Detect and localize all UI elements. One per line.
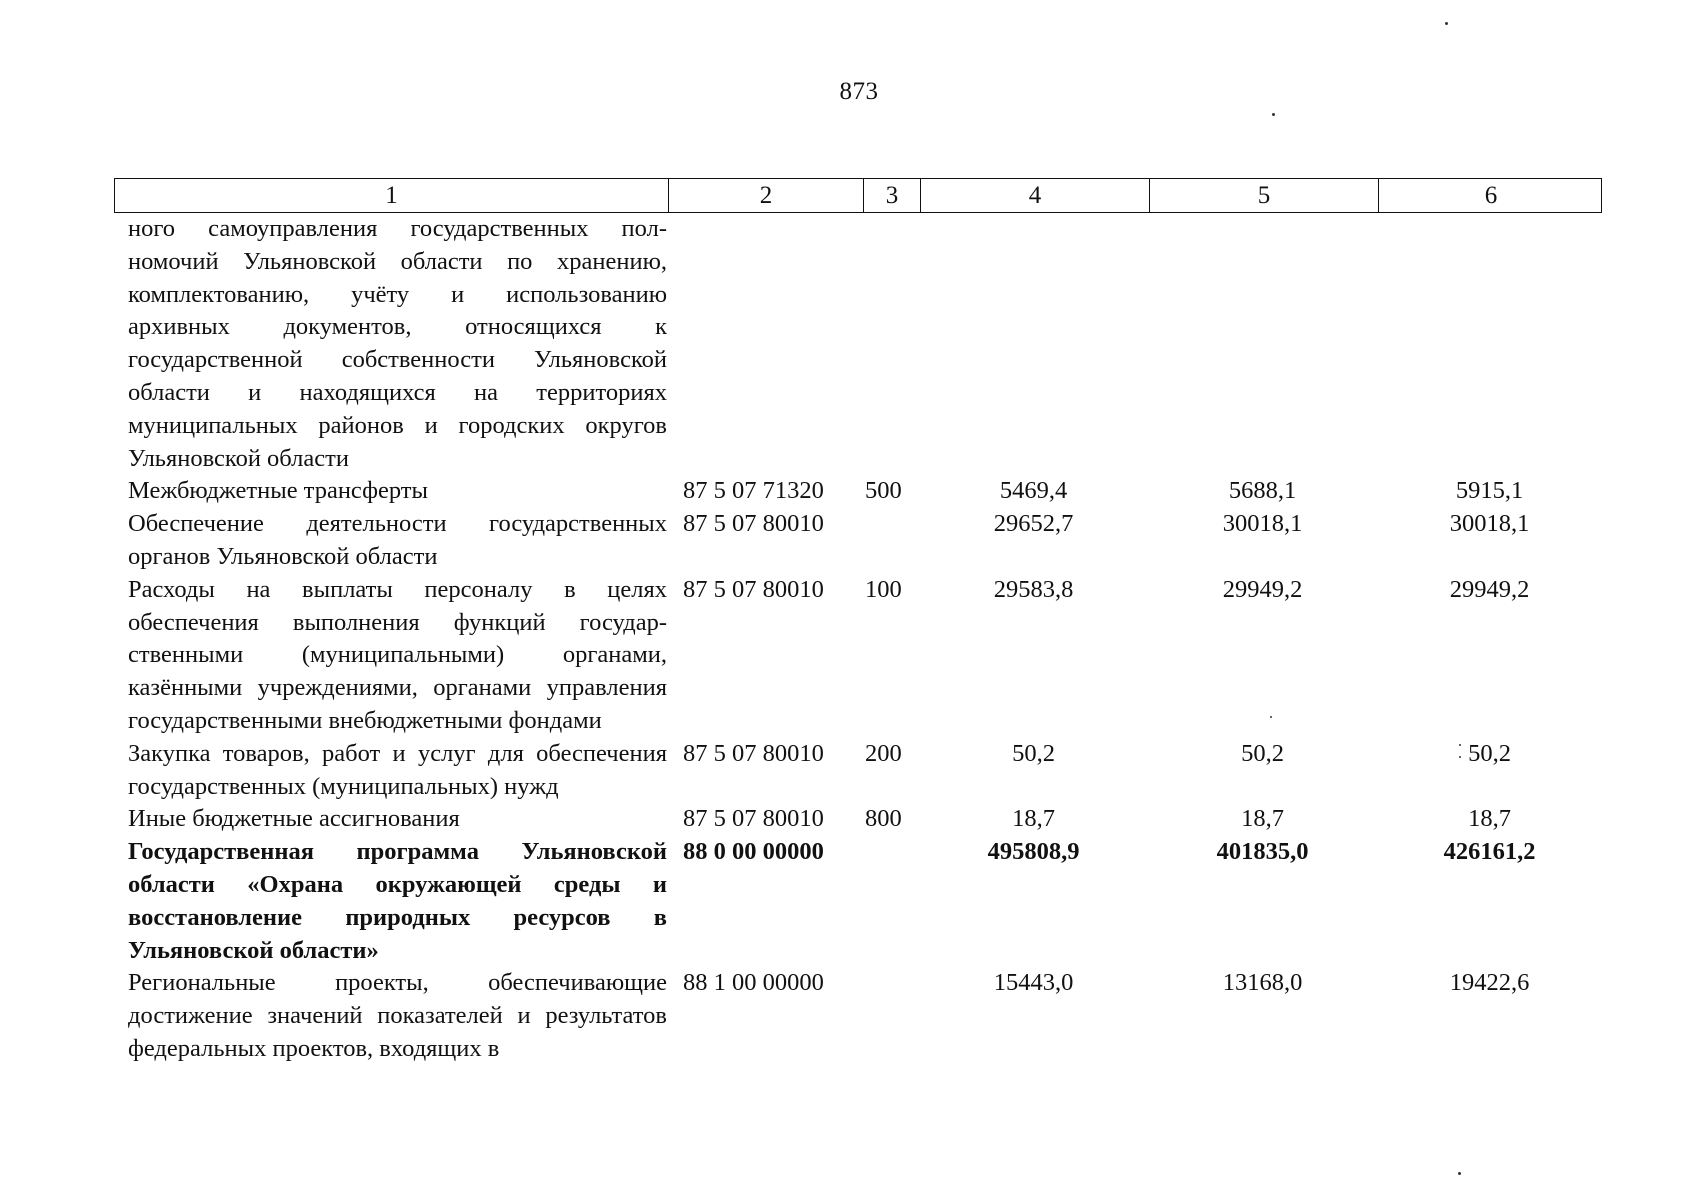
row-name: Межбюджетные трансферты	[128, 477, 428, 505]
row-type	[862, 967, 919, 1065]
row-value-col5: 13168,0	[1222, 969, 1303, 997]
row-value-col4: 5469,4	[999, 477, 1068, 505]
row-value-col6	[1377, 213, 1602, 475]
table-row	[114, 738, 1602, 804]
row-value-col6: 29949,2	[1449, 575, 1530, 603]
scan-speck	[1459, 756, 1461, 758]
header-col-3: 3	[863, 179, 920, 212]
page-number: 873	[839, 78, 879, 105]
row-value-col4: 18,7	[1012, 805, 1055, 833]
row-value-col4: 50,2	[1012, 739, 1055, 767]
row-value-col6: 30018,1	[1449, 510, 1530, 538]
row-value-col6: 19422,6	[1449, 969, 1530, 997]
row-value-col6: 50,2	[1468, 739, 1511, 767]
scan-speck	[1270, 716, 1272, 718]
row-value-col5	[1148, 213, 1377, 475]
row-code: 87 5 07 71320	[683, 477, 824, 505]
row-value-col5: 5688,1	[1228, 477, 1297, 505]
table-row	[114, 803, 1602, 836]
row-name: ного самоуправления государственных полномочий Ульяновской области по хранению, комплектованию, учёту и использованию архивных документов, относящихся к государственной собственности Ульяновской области и находящихся на территориях муниципальных районов и городских округов Ульяновской области	[128, 215, 667, 472]
row-value-col5: 50,2	[1241, 739, 1284, 767]
row-type: 800	[865, 805, 902, 833]
row-value-col4: 29652,7	[993, 510, 1074, 538]
row-type: 500	[865, 477, 902, 505]
row-type	[862, 508, 919, 574]
row-value-col4	[919, 213, 1148, 475]
row-name: Расходы на выплаты персоналу в целях обеспечения выполнения функций государственными (муниципальными) органами, казёнными учреждениями, органами управления государственными внебюджетными фондами	[128, 575, 667, 734]
header-col-6: 6	[1378, 179, 1603, 212]
budget-table	[114, 178, 1602, 1066]
row-value-col4: 29583,8	[993, 575, 1074, 603]
row-code	[667, 213, 862, 475]
scan-speck	[1445, 22, 1448, 25]
row-type	[862, 836, 919, 967]
table-row	[114, 574, 1602, 738]
row-name: Государственная программа Ульяновской области «Охрана окружающей среды и восстановление природных ресурсов в Ульяновской области»	[128, 838, 667, 964]
header-col-4: 4	[920, 179, 1149, 212]
row-code: 87 5 07 80010	[683, 510, 824, 538]
row-type	[862, 213, 919, 475]
row-value-col4: 495808,9	[987, 838, 1080, 866]
row-code: 88 1 00 00000	[683, 969, 824, 997]
table-row	[114, 508, 1602, 574]
scan-speck	[1459, 744, 1461, 746]
row-value-col5: 18,7	[1241, 805, 1284, 833]
row-name: Региональные проекты, обеспечивающие достижение значений показателей и результатов федеральных проектов, входящих в	[128, 969, 667, 1062]
row-value-col4: 15443,0	[993, 969, 1074, 997]
row-name: Иные бюджетные ассигнования	[128, 805, 460, 833]
table-header	[114, 178, 1602, 213]
row-name: Закупка товаров, работ и услуг для обеспечения государственных (муниципальных) нужд	[128, 739, 667, 800]
row-code: 88 0 00 00000	[683, 838, 824, 866]
row-code: 87 5 07 80010	[683, 805, 824, 833]
row-value-col5: 30018,1	[1222, 510, 1303, 538]
row-value-col6: 5915,1	[1455, 477, 1524, 505]
row-name: Обеспечение деятельности государственных органов Ульяновской области	[128, 510, 667, 570]
table-row	[114, 475, 1602, 508]
row-value-col5: 29949,2	[1222, 575, 1303, 603]
table-row	[114, 213, 1602, 475]
row-type: 100	[865, 575, 902, 603]
scan-speck	[1272, 113, 1275, 116]
row-value-col5: 401835,0	[1216, 838, 1309, 866]
row-value-col6: 426161,2	[1443, 838, 1536, 866]
scan-speck	[1458, 1172, 1461, 1175]
header-col-2: 2	[668, 179, 863, 212]
table-row	[114, 967, 1602, 1065]
row-code: 87 5 07 80010	[683, 739, 824, 767]
header-col-1: 1	[385, 182, 398, 209]
table-row	[114, 836, 1602, 967]
table-body	[114, 213, 1602, 1066]
header-col-5: 5	[1149, 179, 1378, 212]
row-type: 200	[865, 739, 902, 767]
row-code: 87 5 07 80010	[683, 575, 824, 603]
row-value-col6: 18,7	[1468, 805, 1511, 833]
